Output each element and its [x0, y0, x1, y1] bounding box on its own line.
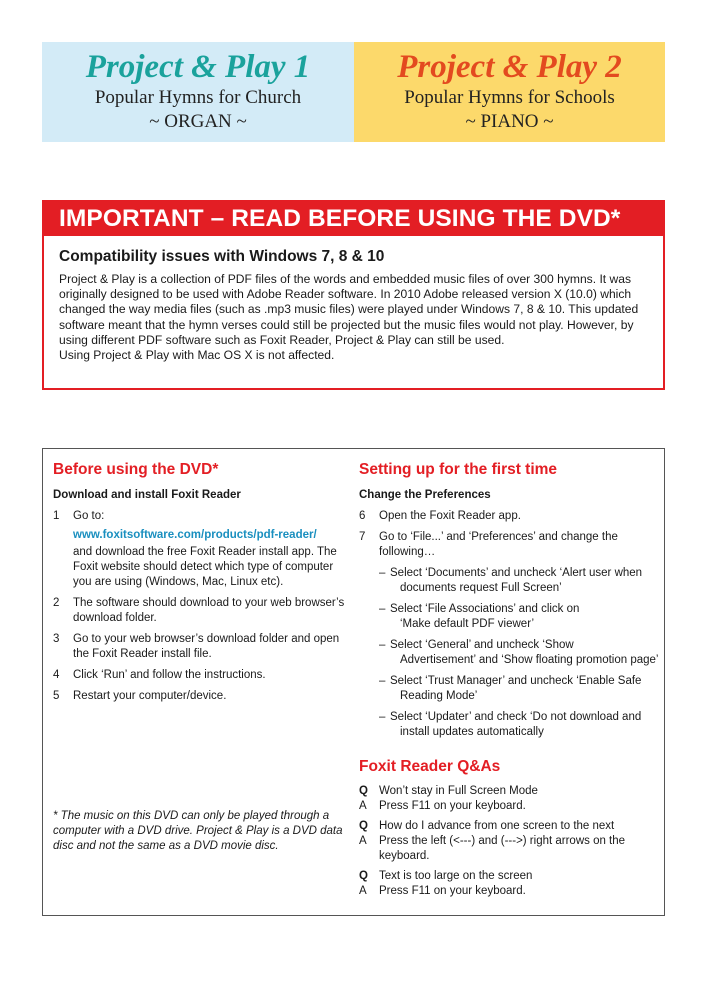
- preference-text: Select ‘Trust Manager’ and uncheck ‘Enable Safe: [390, 675, 642, 687]
- qa-title: Foxit Reader Q&As: [359, 758, 501, 775]
- preference-text-continued: install updates automatically: [400, 726, 544, 738]
- preference-item-documents: [379, 566, 659, 596]
- preference-text: Select ‘Documents’ and uncheck ‘Alert user when: [390, 567, 643, 579]
- step-number: 3: [53, 633, 60, 645]
- step-text: Go to your web browser’s download folder and open the Foxit Reader install file.: [73, 633, 340, 660]
- important-notice-box: [42, 200, 665, 390]
- qa-question-2: [359, 819, 659, 834]
- banner-instrument-1: ~ ORGAN ~: [149, 111, 247, 132]
- compatibility-paragraph: Project & Play is a collection of PDF files of the words and embedded music files of over 300 hymns. It was originally designed to be used with Adobe Reader software. In 2010 Adobe released version X (10.0) which changed the way media files (such as .mp3 music files) were played under Windows 7, 8 & 10. This updated software meant that the hymn verses could still be projected but the music files would not play. However, by using different PDF software such as Foxit Reader, Project & Play can still be used.: [59, 272, 639, 347]
- preference-item-file-associations: [379, 602, 659, 632]
- dash-bullet: –: [379, 603, 386, 615]
- preference-item-trust-manager: [379, 674, 659, 704]
- step-number: 7: [359, 531, 366, 543]
- important-heading: IMPORTANT – READ BEFORE USING THE DVD*: [44, 202, 663, 236]
- answer-text: Press F11 on your keyboard.: [379, 800, 526, 812]
- dash-bullet: –: [379, 675, 386, 687]
- step-6: [359, 509, 659, 524]
- step-text: Go to:: [73, 510, 105, 522]
- step-1: [53, 509, 345, 590]
- dash-bullet: –: [379, 567, 386, 579]
- answer-text: Press the left (<---) and (--->) right arrows on the keyboard.: [379, 835, 626, 862]
- step-text-continued: and download the free Foxit Reader install app. The Foxit website should detect which type of computer you are using (Windows, Mac, Linux etc).: [73, 546, 337, 588]
- preference-text-continued: ‘Make default PDF viewer’: [400, 618, 535, 630]
- step-number: 5: [53, 690, 60, 702]
- mac-note: Using Project & Play with Mac OS X is not affected.: [59, 348, 335, 363]
- question-text: How do I advance from one screen to the next: [379, 820, 615, 832]
- step-text: Restart your computer/device.: [73, 690, 227, 702]
- step-2: [53, 596, 345, 626]
- banner-title-2: Project & Play 2: [397, 49, 622, 85]
- step-number: 6: [359, 510, 366, 522]
- before-column: [53, 449, 345, 704]
- question-text: Text is too large on the screen: [379, 870, 533, 882]
- preference-item-general: [379, 638, 659, 668]
- step-text: Go to ‘File...’ and ‘Preferences’ and change the following…: [379, 531, 618, 558]
- setup-title: Setting up for the first time: [359, 461, 558, 478]
- answer-label: A: [359, 835, 367, 847]
- before-subtitle: Download and install Foxit Reader: [53, 489, 241, 501]
- setup-subtitle: Change the Preferences: [359, 489, 491, 501]
- answer-label: A: [359, 800, 367, 812]
- banner-project-play-2: [354, 42, 665, 142]
- banner-title-1: Project & Play 1: [85, 49, 311, 85]
- foxit-download-link[interactable]: www.foxitsoftware.com/products/pdf-reader/: [73, 529, 317, 541]
- qa-question-1: [359, 784, 659, 799]
- setup-column: [359, 449, 659, 899]
- qa-answer-3: [359, 884, 659, 899]
- banner-subtitle-1: Popular Hymns for Church: [94, 87, 302, 108]
- question-label: Q: [359, 870, 368, 882]
- answer-text: Press F11 on your keyboard.: [379, 885, 526, 897]
- step-text: Click ‘Run’ and follow the instructions.: [73, 669, 266, 681]
- preference-text: Select ‘General’ and uncheck ‘Show: [390, 639, 574, 651]
- qa-answer-2: [359, 834, 659, 864]
- banner-instrument-2: ~ PIANO ~: [465, 111, 554, 132]
- preference-item-updater: [379, 710, 659, 740]
- step-text: Open the Foxit Reader app.: [379, 510, 521, 522]
- step-number: 1: [53, 510, 60, 522]
- qa-answer-1: [359, 799, 659, 814]
- compatibility-body: [59, 272, 653, 363]
- step-5: [53, 689, 345, 704]
- step-text: The software should download to your web browser’s download folder.: [73, 597, 345, 624]
- dvd-footnote: * The music on this DVD can only be played through a computer with a DVD drive. Project & Play is a DVD data disc and not the same as a DVD movie disc.: [53, 810, 343, 852]
- question-label: Q: [359, 820, 368, 832]
- step-7: [359, 530, 659, 560]
- step-number: 4: [53, 669, 60, 681]
- dash-bullet: –: [379, 711, 386, 723]
- qa-question-3: [359, 869, 659, 884]
- preference-text-continued: documents request Full Screen’: [400, 582, 562, 594]
- question-text: Won’t stay in Full Screen Mode: [379, 785, 538, 797]
- before-title: Before using the DVD*: [53, 461, 219, 478]
- preference-text: Select ‘File Associations’ and click on: [390, 603, 580, 615]
- step-number: 2: [53, 597, 60, 609]
- banner-subtitle-2: Popular Hymns for Schools: [404, 87, 615, 108]
- answer-label: A: [359, 885, 367, 897]
- preference-text: Select ‘Updater’ and check ‘Do not download and: [390, 711, 642, 723]
- banner-project-play-1: [42, 42, 354, 142]
- step-3: [53, 632, 345, 662]
- dash-bullet: –: [379, 639, 386, 651]
- step-4: [53, 668, 345, 683]
- compatibility-subheading: Compatibility issues with Windows 7, 8 & 10: [59, 248, 385, 265]
- instructions-box: [42, 448, 665, 916]
- preference-text-continued: Reading Mode’: [400, 690, 478, 702]
- question-label: Q: [359, 785, 368, 797]
- preference-text-continued: Advertisement’ and ‘Show floating promotion page’: [400, 654, 659, 666]
